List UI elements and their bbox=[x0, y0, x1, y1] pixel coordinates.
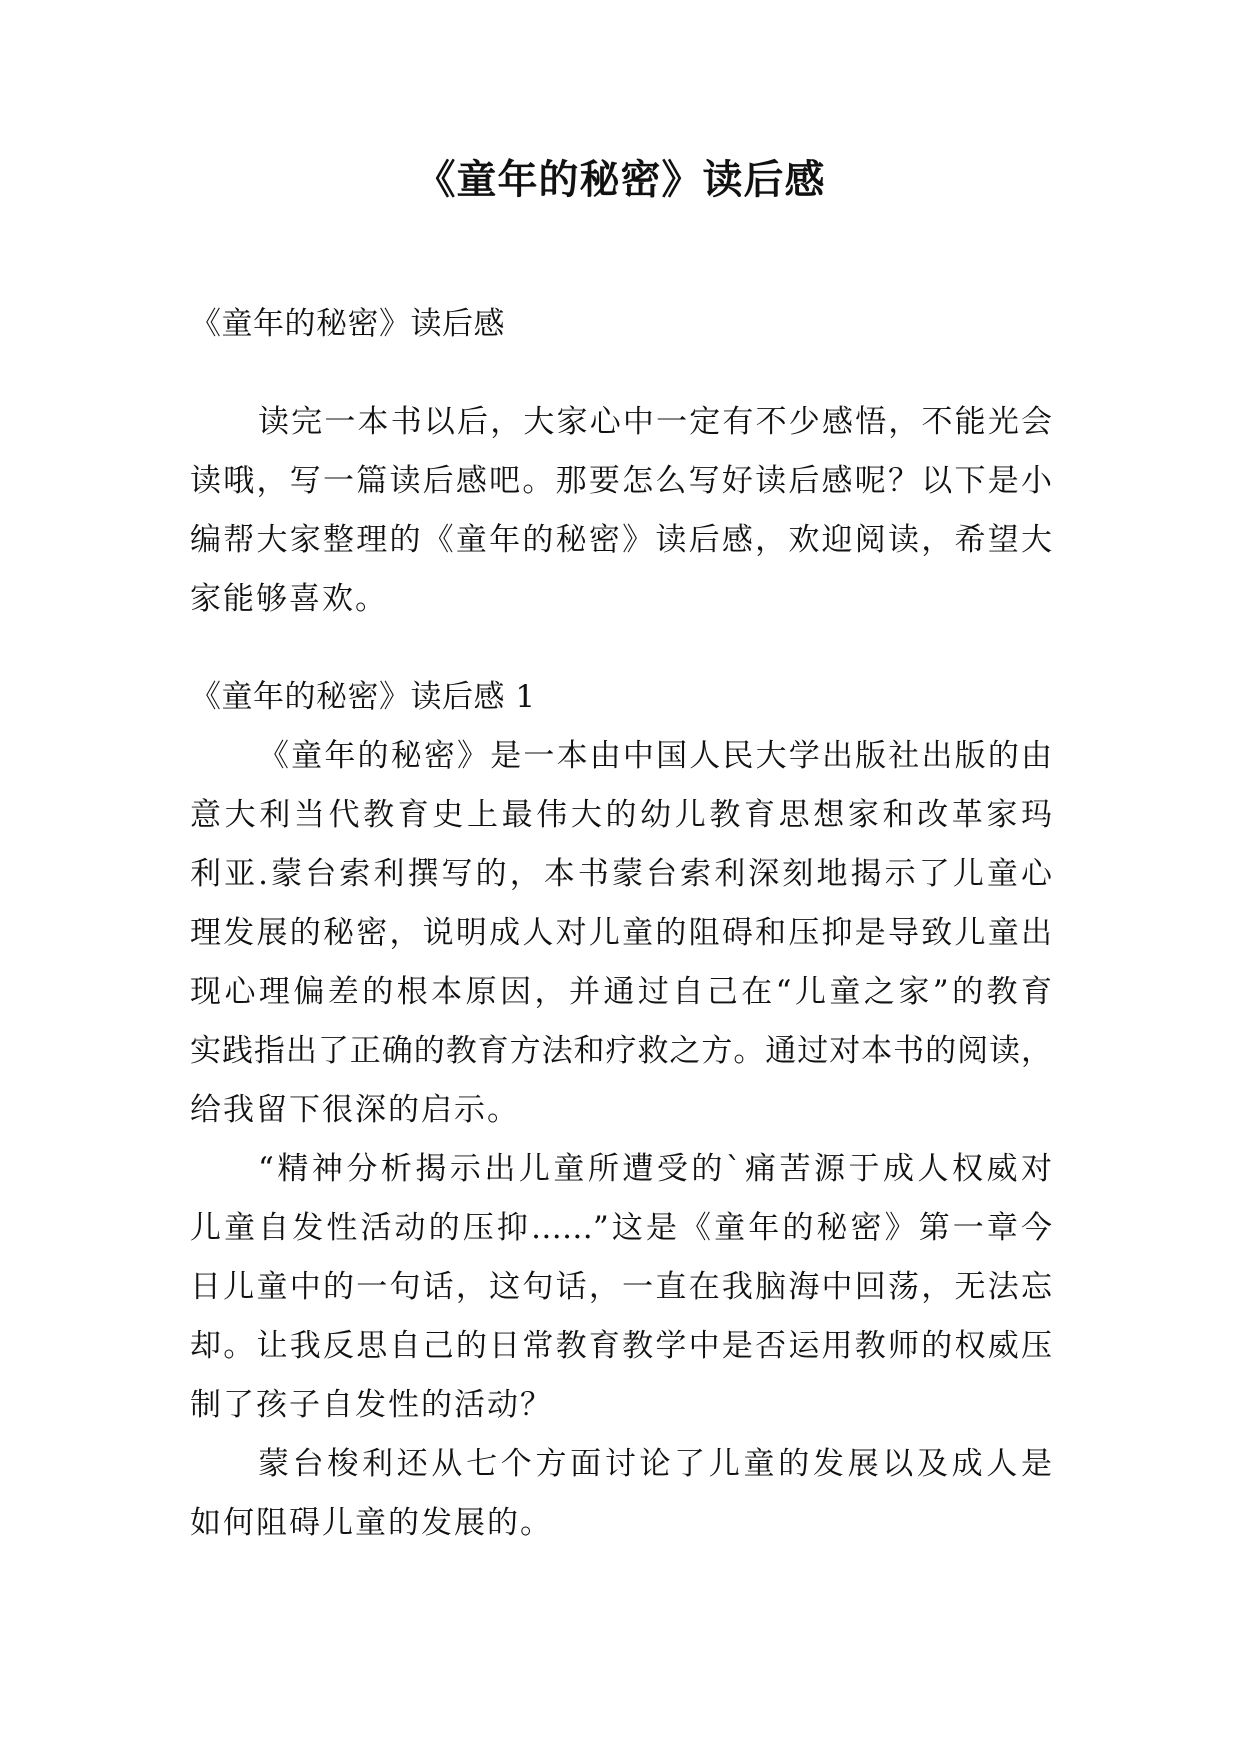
intro-line: 编帮大家整理的《童年的秘密》读后感，欢迎阅读，希望大 bbox=[190, 522, 1052, 558]
paragraph-line: 制了孩子自发性的活动？ bbox=[190, 1387, 553, 1423]
paragraph-line: 却。让我反思自己的日常教育教学中是否运用教师的权威压 bbox=[190, 1328, 1052, 1364]
document-title: 《童年的秘密》读后感 bbox=[415, 157, 826, 203]
paragraph-line: 《童年的秘密》是一本由中国人民大学出版社出版的由 bbox=[258, 738, 1052, 774]
paragraph-line: 利亚.蒙台索利撰写的，本书蒙台索利深刻地揭示了儿童心 bbox=[190, 856, 1052, 892]
paragraph-line: 意大利当代教育史上最伟大的幼儿教育思想家和改革家玛 bbox=[190, 797, 1052, 833]
paragraph-line: 儿童自发性活动的压抑……”这是《童年的秘密》第一章今 bbox=[190, 1210, 1052, 1246]
paragraph-line: 给我留下很深的启示。 bbox=[190, 1092, 520, 1128]
intro-line: 家能够喜欢。 bbox=[190, 581, 388, 617]
paragraph-line: 如何阻碍儿童的发展的。 bbox=[190, 1505, 553, 1541]
paragraph-line: “精神分析揭示出儿童所遭受的`痛苦源于成人权威对 bbox=[258, 1151, 1052, 1187]
spacer bbox=[190, 629, 1052, 668]
section-heading: 《童年的秘密》读后感 1 bbox=[190, 679, 536, 715]
paragraph-line: 日儿童中的一句话，这句话，一直在我脑海中回荡，无法忘 bbox=[190, 1269, 1052, 1305]
paragraph-3 bbox=[190, 1435, 1052, 1553]
paragraph-line: 实践指出了正确的教育方法和疗救之方。通过对本书的阅读， bbox=[190, 1033, 1052, 1069]
subtitle: 《童年的秘密》读后感 bbox=[190, 306, 505, 342]
paragraph-line: 现心理偏差的根本原因，并通过自己在“儿童之家”的教育 bbox=[190, 974, 1052, 1010]
paragraph-line: 蒙台梭利还从七个方面讨论了儿童的发展以及成人是 bbox=[258, 1446, 1052, 1482]
document-body bbox=[190, 295, 1052, 1553]
paragraph-2 bbox=[190, 1140, 1052, 1435]
intro-paragraph bbox=[190, 393, 1052, 629]
intro-line: 读完一本书以后，大家心中一定有不少感悟，不能光会 bbox=[258, 404, 1052, 440]
intro-line: 读哦，写一篇读后感吧。那要怎么写好读后感呢？以下是小 bbox=[190, 463, 1052, 499]
paragraph-1 bbox=[190, 727, 1052, 1140]
spacer bbox=[190, 354, 1052, 393]
paragraph-line: 理发展的秘密，说明成人对儿童的阻碍和压抑是导致儿童出 bbox=[190, 915, 1052, 951]
